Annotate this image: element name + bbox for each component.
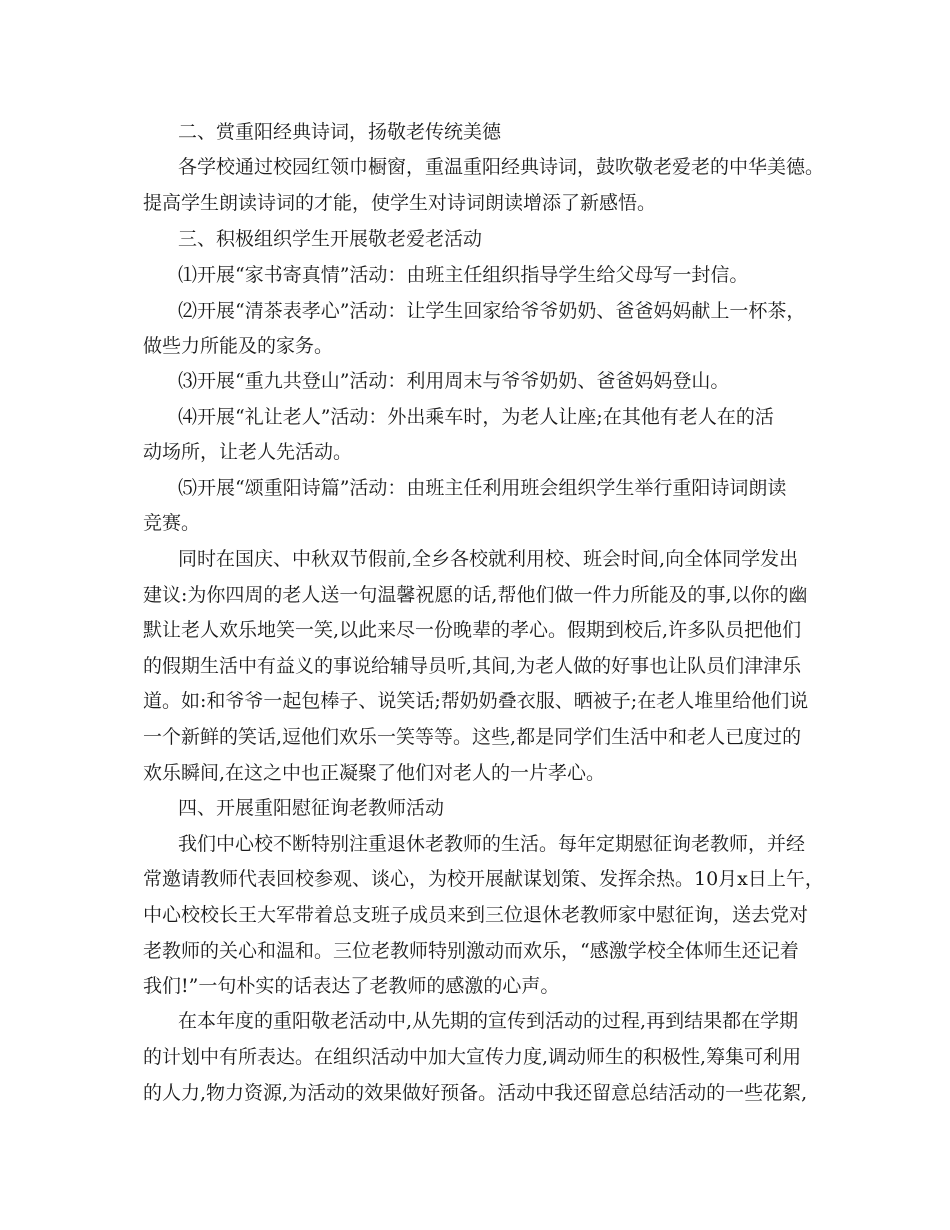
list-item-continued: 动场所，让老人先活动。: [143, 441, 353, 463]
heading-4: 四、开展重阳慰征询老教师活动: [178, 797, 445, 819]
paragraph-line: 我们中心校不断特别注重退休老教师的生活。每年定期慰征询老教师，并经: [178, 833, 806, 855]
list-item: ⑷开展“礼让老人”活动：外出乘车时，为老人让座;在其他有老人在的活: [178, 406, 774, 428]
list-item-continued: 竞赛。: [143, 512, 201, 534]
paragraph-line: 同时在国庆、中秋双节假前,全乡各校就利用校、班会时间,向全体同学发出: [178, 548, 799, 570]
paragraph-line: 的假期生活中有益义的事说给辅导员听,其间,为老人做的好事也让队员们津津乐: [143, 655, 802, 677]
paragraph-line: 各学校通过校园红领巾橱窗，重温重阳经典诗词，鼓吹敬老爱老的中华美德。: [178, 156, 825, 178]
list-item-continued: 做些力所能及的家务。: [143, 335, 334, 357]
paragraph-line: 一个新鲜的笑话,逗他们欢乐一笑等等。这些,都是同学们生活中和老人已度过的: [143, 726, 802, 748]
paragraph-line: 的人力,物力资源,为活动的效果做好预备。活动中我还留意总结活动的一些花絮,: [143, 1082, 808, 1104]
heading-3: 三、积极组织学生开展敬老爱老活动: [178, 228, 483, 250]
paragraph-line: 默让老人欢乐地笑一笑,以此来尽一份晚辈的孝心。假期到校后,许多队员把他们: [143, 619, 802, 641]
paragraph-line: 在本年度的重阳敬老活动中,从先期的宣传到活动的过程,再到结果都在学期: [178, 1010, 799, 1032]
paragraph-line: 提高学生朗读诗词的才能，使学生对诗词朗读增添了新感悟。: [143, 192, 657, 214]
list-item: ⑸开展“颂重阳诗篇”活动：由班主任利用班会组织学生举行重阳诗词朗读: [178, 477, 787, 499]
paragraph-line: 中心校校长王大军带着总支班子成员来到三位退休老教师家中慰征询，送去党对: [143, 904, 809, 926]
paragraph-line: 欢乐瞬间,在这之中也正凝聚了他们对老人的一片孝心。: [143, 762, 606, 784]
list-item: ⑶开展“重九共登山”活动：利用周末与爷爷奶奶、爸爸妈妈登山。: [178, 370, 730, 392]
paragraph-line: 道。如:和爷爷一起包棒子、说笑话;帮奶奶叠衣服、晒被子;在老人堆里给他们说: [143, 690, 809, 712]
list-item: ⑵开展“清茶表孝心”活动：让学生回家给爷爷奶奶、爸爸妈妈献上一杯茶，: [178, 300, 806, 322]
paragraph-line: 我们!”一句朴实的话表达了老教师的感激的心声。: [143, 975, 560, 997]
paragraph-line: 建议:为你四周的老人送一句温馨祝愿的话,帮他们做一件力所能及的事,以你的幽: [143, 584, 808, 606]
paragraph-line: 常邀请教师代表回校参观、谈心，为校开展献谋划策、发挥余热。10月x日上午，: [143, 868, 824, 890]
list-item: ⑴开展“家书寄真情”活动：由班主任组织指导学生给父母写一封信。: [178, 264, 749, 286]
heading-2: 二、赏重阳经典诗词，扬敬老传统美德: [178, 121, 502, 143]
paragraph-line: 老教师的关心和温和。三位老教师特别激动而欢乐，“感激学校全体师生还记着: [143, 940, 799, 962]
paragraph-line: 的计划中有所表达。在组织活动中加大宣传力度,调动师生的积极性,筹集可利用: [143, 1046, 802, 1068]
